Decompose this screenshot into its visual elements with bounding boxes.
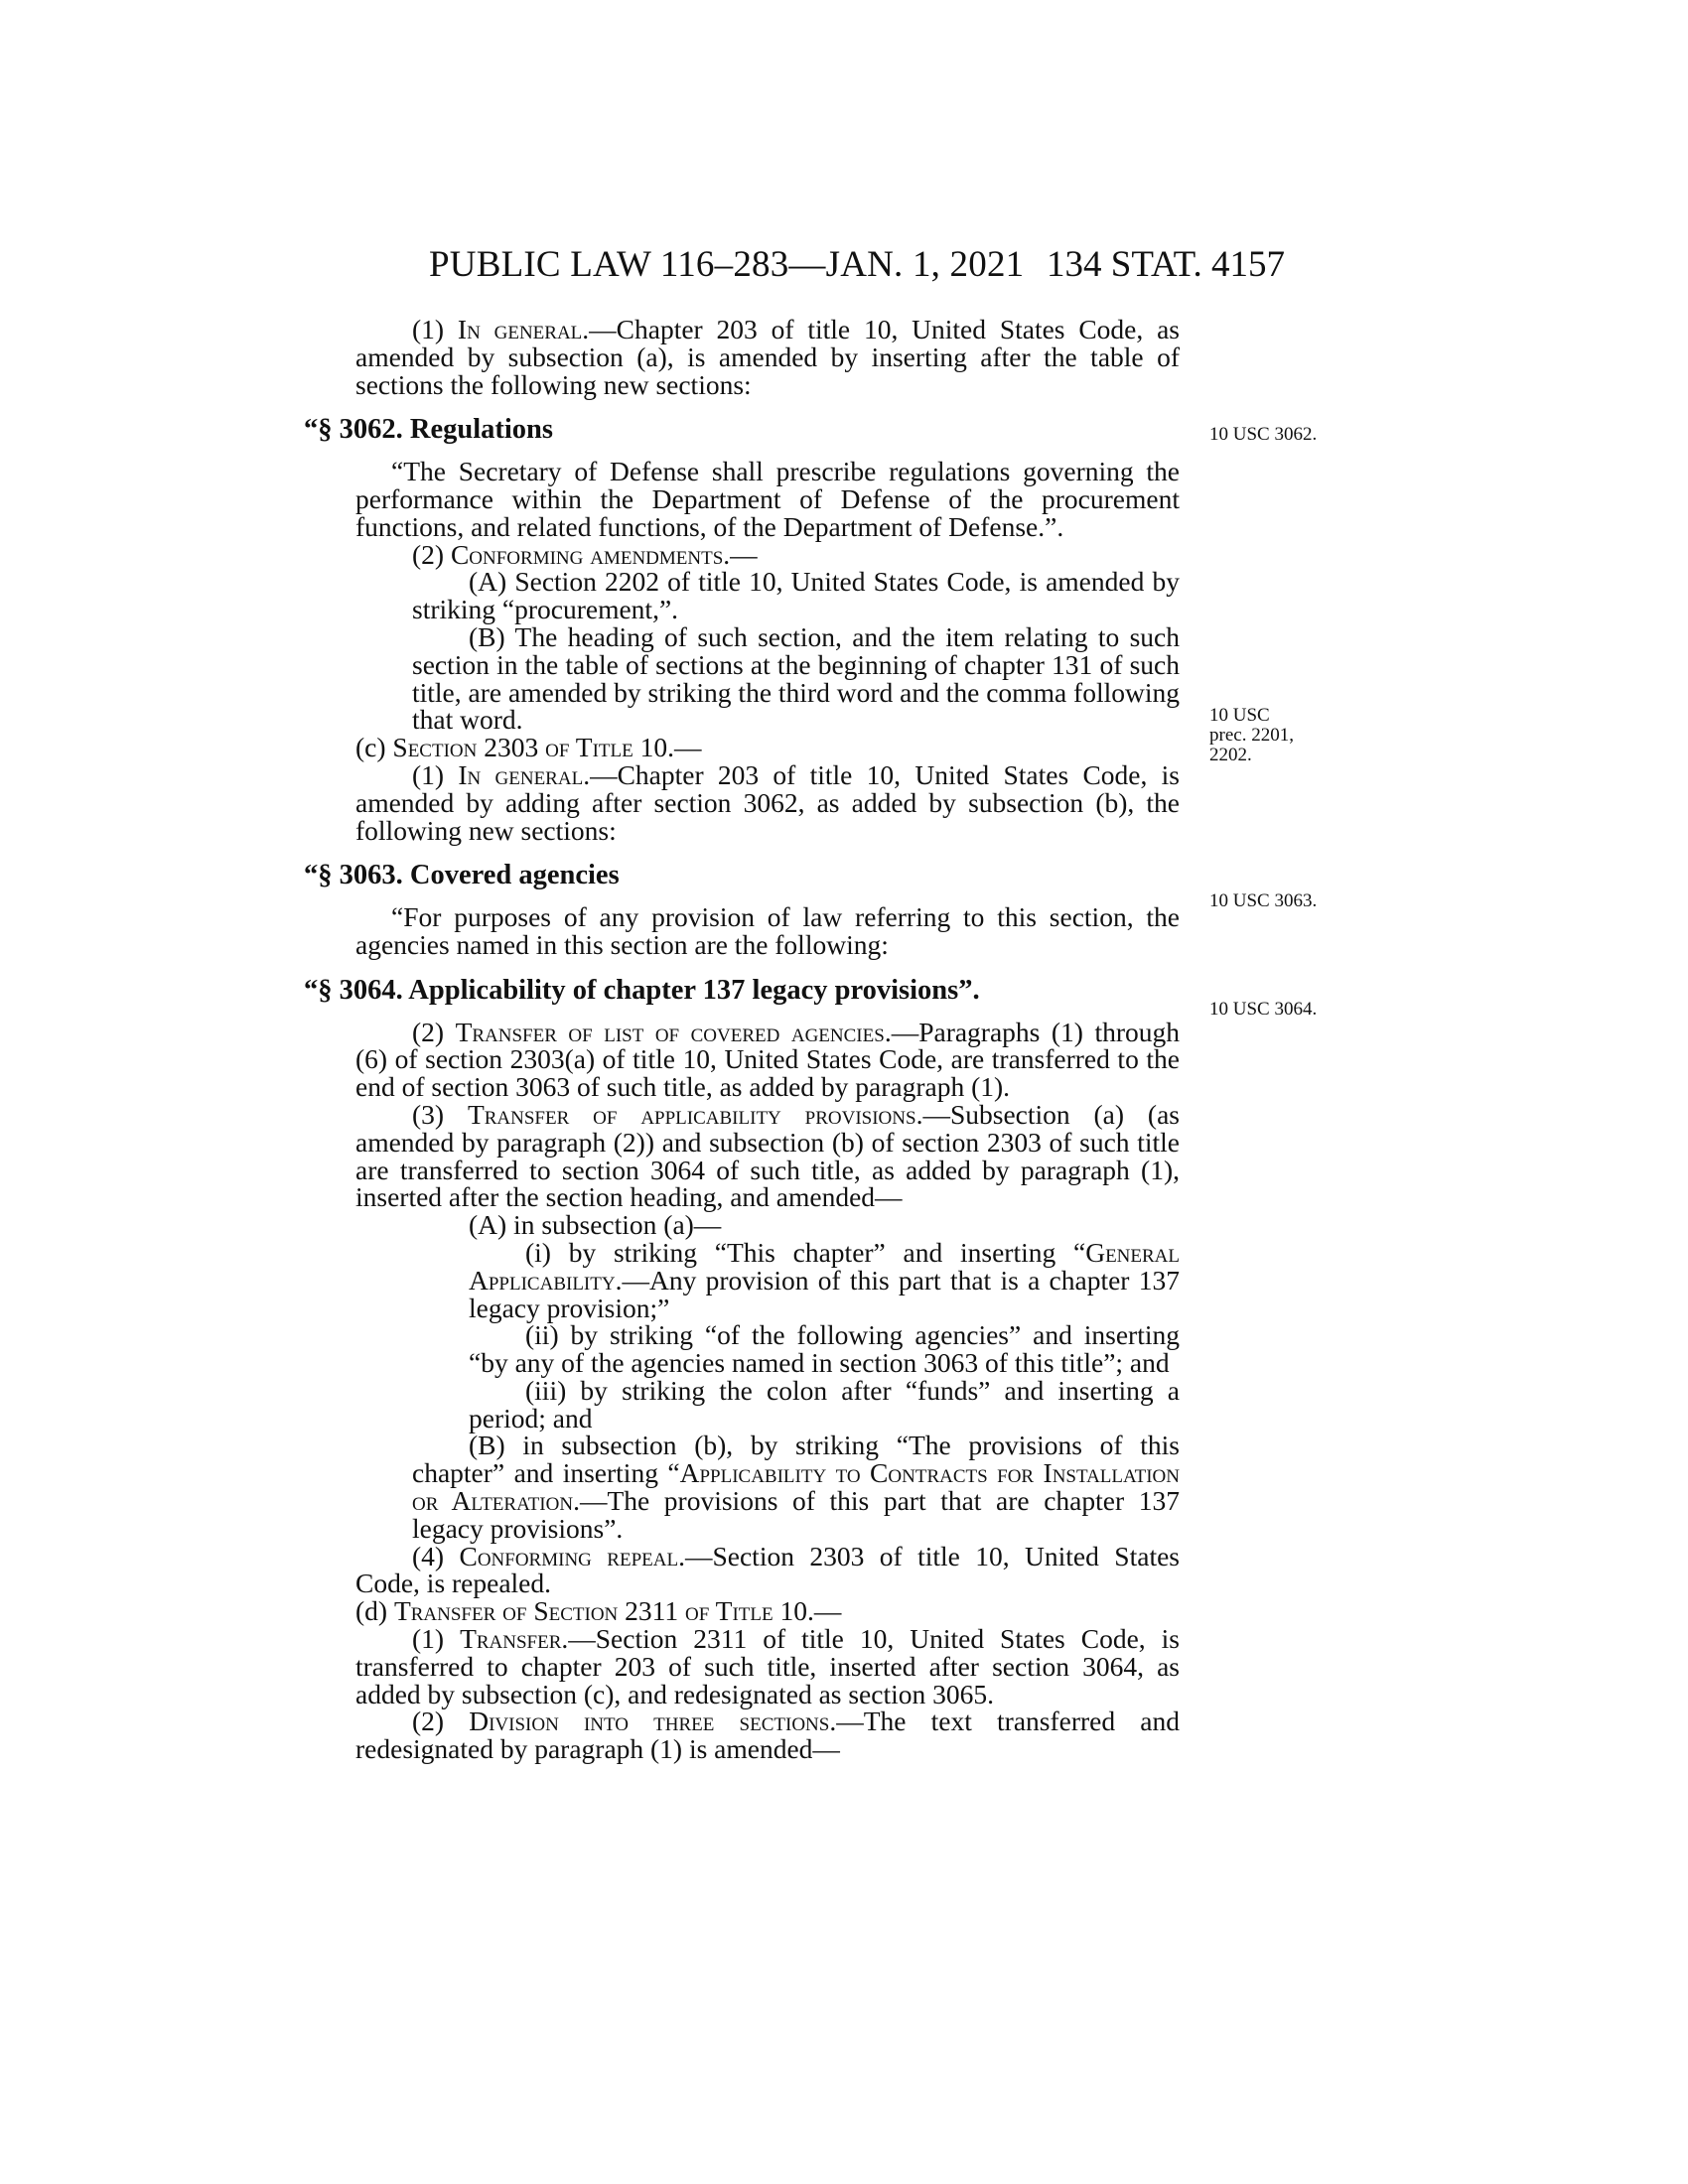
margin-note-3063: 10 USC 3063. <box>1209 890 1318 911</box>
law-citation: PUBLIC LAW 116–283—JAN. 1, 2021 <box>429 244 1025 285</box>
paragraph-b2B: (B) The heading of such section, and the item relating to such section in the table of sections at the beginning of chapter 131 of such title, are amended by striking the third word and the comma following that word. <box>412 620 1180 736</box>
margin-note-3064: 10 USC 3064. <box>1209 999 1318 1020</box>
paragraph-c3B: (B) in subsection (b), by striking “The provisions of this chapter” and inserting “Applicability to Contracts for Installation or Alteration.—The provisions of this part that are chapter 137 legacy provisions”. <box>412 1430 1180 1544</box>
paragraph-c3A: (A) in subsection (a)— <box>469 1209 722 1241</box>
paragraph-d2: (2) Division into three sections.—The text transferred and redesignated by paragraph (1) is amended— <box>355 1706 1180 1765</box>
paragraph-c3: (3) Transfer of applicability provisions.—Subsection (a) (as amended by paragraph (2)) and subsection (b) of section 2303 of such title are transferred to section 3064 of such title, as added by paragraph (1), inserted after the section heading, and amended— <box>355 1098 1180 1213</box>
section-text-3062: “The Secretary of Defense shall prescribe regulations governing the performance within the Department of Defense of the procurement functions, and related functions, of the Department of Defense.”. <box>355 456 1180 542</box>
paragraph-d1: (1) Transfer.—Section 2311 of title 10, United States Code, is transferred to chapter 203 of such title, inserted after section 3064, as added by subsection (c), and redesignated as section 3065. <box>355 1623 1180 1709</box>
paragraph-c3Ai: (i) by striking “This chapter” and inserting “General Applicability.—Any provision of this part that is a chapter 137 legacy provision;” <box>469 1236 1180 1323</box>
margin-note-2201-line3: 2202. <box>1209 745 1252 765</box>
section-text-3063: “For purposes of any provision of law referring to this section, the agencies named in this section are the following: <box>355 901 1180 960</box>
paragraph-b2A: (A) Section 2202 of title 10, United States Code, is amended by striking “procurement,”. <box>412 566 1180 625</box>
paragraph-c4: (4) Conforming repeal.—Section 2303 of title 10, United States Code, is repealed. <box>355 1540 1180 1599</box>
stat-page-number: 134 STAT. 4157 <box>1047 244 1285 285</box>
section-heading-3064: “§ 3064. Applicability of chapter 137 legacy provisions”. <box>304 974 980 1006</box>
subsection-c: (c) Section 2303 of Title 10.— <box>355 732 702 763</box>
section-heading-3062: “§ 3062. Regulations <box>304 414 553 446</box>
paragraph-c2: (2) Transfer of list of covered agencies.—Paragraphs (1) through (6) of section 2303(a) of title 10, United States Code, are transferred to the end of section 3063 of such title, as added by paragraph (1). <box>355 1016 1180 1103</box>
paragraph-c1: (1) In general.—Chapter 203 of title 10, United States Code, is amended by adding after section 3062, as added by subsection (b), the following new sections: <box>355 758 1180 846</box>
subsection-d: (d) Transfer of Section 2311 of Title 10.— <box>355 1595 842 1627</box>
paragraph-c3Aiii: (iii) by striking the colon after “funds” and inserting a period; and <box>469 1374 1180 1433</box>
paragraph-c3Aii: (ii) by striking “of the following agencies” and inserting “by any of the agencies named in section 3063 of this title”; and <box>469 1319 1180 1379</box>
paragraph-b2: (2) Conforming amendments.— <box>412 538 758 570</box>
margin-note-3062: 10 USC 3062. <box>1209 424 1318 445</box>
section-heading-3063: “§ 3063. Covered agencies <box>304 860 620 891</box>
paragraph-b1: (1) In general.—Chapter 203 of title 10, United States Code, as amended by subsection (a), is amended by inserting after the table of sections the following new sections: <box>355 314 1180 400</box>
margin-note-2201-line1: 10 USC <box>1209 705 1270 726</box>
margin-note-2201-line2: prec. 2201, <box>1209 725 1294 746</box>
page-header <box>0 243 1688 293</box>
document-body <box>304 314 1180 1765</box>
